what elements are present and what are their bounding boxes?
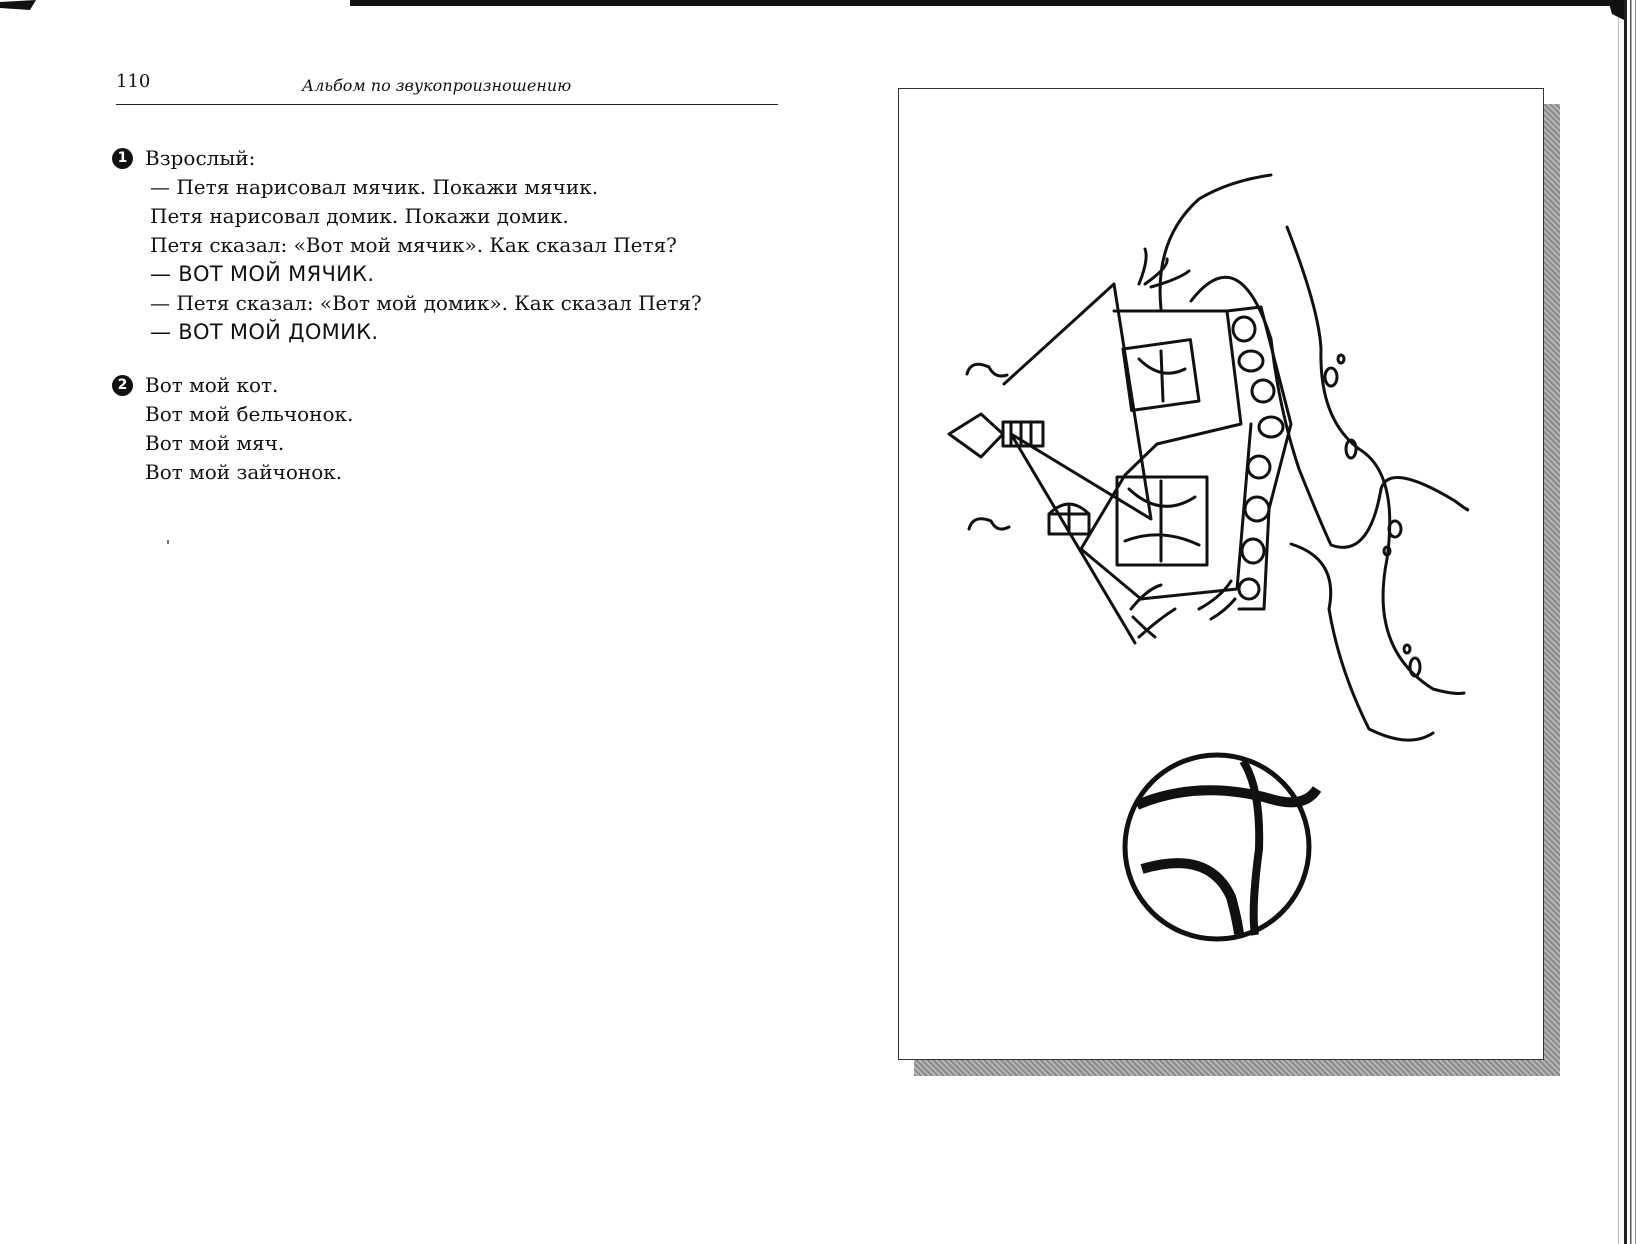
exercise-1-heading xyxy=(112,144,702,173)
house-drawing xyxy=(949,175,1468,740)
illustration-frame xyxy=(898,88,1544,1060)
scan-edge-top xyxy=(350,0,1610,6)
ball-drawing xyxy=(1125,755,1317,939)
page-number: 110 xyxy=(116,71,151,92)
book-binding-edge xyxy=(1604,0,1644,1244)
exercise-1-answer: — ВОТ МОЙ МЯЧИК. xyxy=(150,262,375,286)
illustration xyxy=(899,89,1545,1061)
exercise-2-heading xyxy=(112,371,353,400)
exercise-2-first-line: Вот мой кот. xyxy=(145,373,279,397)
exercise-1-answer: — ВОТ МОЙ ДОМИК. xyxy=(150,320,379,344)
exercise-1-line: Петя нарисовал домик. Покажи домик. xyxy=(150,204,569,228)
exercise-1-marker: 1 xyxy=(112,148,133,169)
exercise-2 xyxy=(112,371,353,487)
exercise-1-line: — Петя сказал: «Вот мой домик». Как сказал Петя? xyxy=(150,291,702,315)
exercise-1 xyxy=(112,144,702,347)
pebbles-drawing xyxy=(1325,355,1420,676)
scan-speck xyxy=(167,540,169,544)
exercise-2-line: Вот мой бельчонок. xyxy=(145,402,354,426)
scan-corner-mark xyxy=(0,0,40,14)
exercise-1-intro: Взрослый: xyxy=(145,146,256,170)
exercise-2-line: Вот мой зайчонок. xyxy=(145,460,343,484)
exercise-1-line: Петя сказал: «Вот мой мячик». Как сказал Петя? xyxy=(150,233,677,257)
exercise-2-marker: 2 xyxy=(112,375,133,396)
exercise-2-line: Вот мой мяч. xyxy=(145,431,285,455)
book-title: Альбом по звукопроизношению xyxy=(302,76,572,95)
exercise-1-line: — Петя нарисовал мячик. Покажи мячик. xyxy=(150,175,599,199)
running-head xyxy=(116,70,778,105)
